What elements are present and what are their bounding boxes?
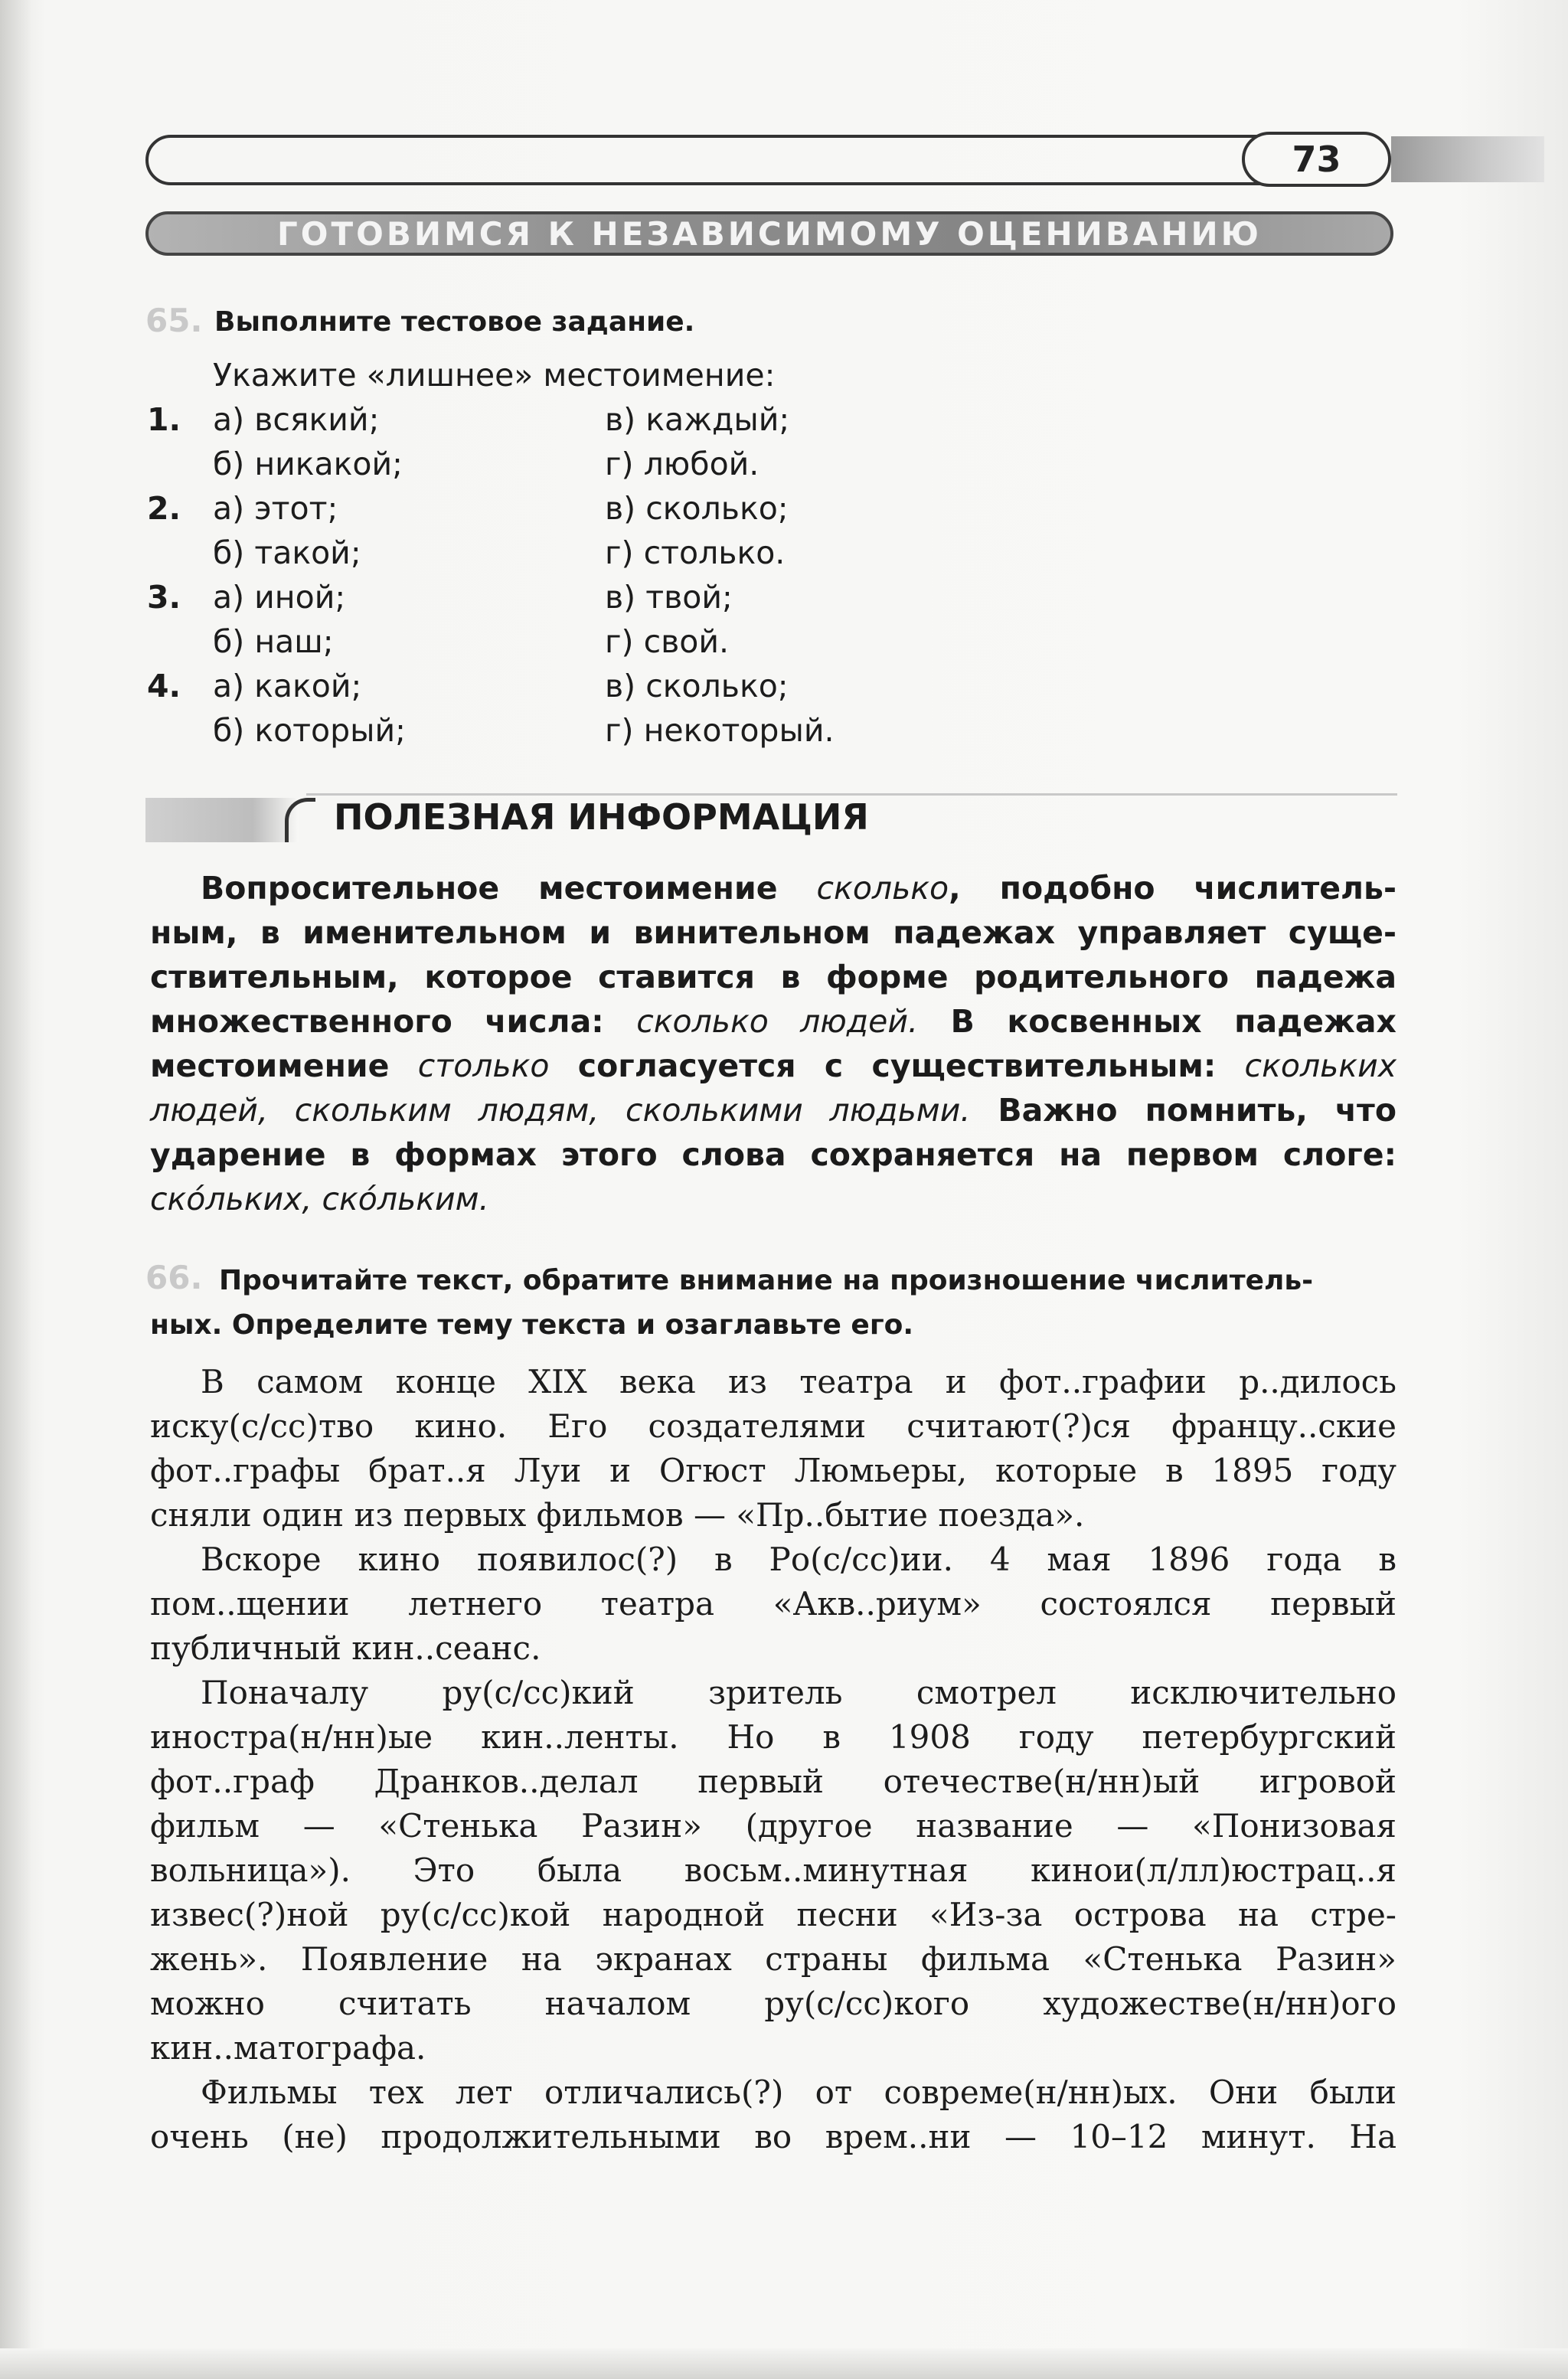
option-a: а) иной;: [213, 579, 346, 616]
header-rule: [145, 135, 1390, 185]
text-line: иностра(н/нн)ые кин..ленты. Но в 1908 году петербургский: [150, 1718, 1396, 1756]
exercise-66-instruction-line: Прочитайте текст, обратите внимание на произношение числитель-: [219, 1265, 1314, 1296]
info-header-rule: [306, 793, 1397, 796]
binding-shadow: [0, 0, 31, 2379]
option-c: в) сколько;: [605, 668, 789, 704]
text-line: извес(?)ной ру(с/сс)кой народной песни «Из-за острова на стре-: [150, 1896, 1396, 1933]
info-line: местоимение столько согласуется с существительным: скольких: [150, 1047, 1396, 1084]
question-number: 4.: [147, 668, 181, 704]
header-corner-shade: [1391, 136, 1544, 182]
question-number: 2.: [147, 490, 181, 527]
text-line: фот..графы брат..я Луи и Огюст Люмьеры, которые в 1895 году: [150, 1452, 1396, 1489]
option-d: г) некоторый.: [605, 712, 835, 749]
option-b: б) такой;: [213, 534, 361, 571]
info-line: Вопросительное местоимение сколько, подобно числитель-: [201, 870, 1396, 907]
text-line: кин..матографа.: [150, 2029, 426, 2067]
text-line: очень (не) продолжительными во врем..ни — 10–12 минут. На: [150, 2118, 1396, 2155]
exercise-65-prompt: Укажите «лишнее» местоимение:: [213, 357, 776, 394]
text-line: фот..граф Дранков..делал первый отечестве(н/нн)ый игровой: [150, 1763, 1396, 1800]
option-d: г) свой.: [605, 623, 730, 660]
option-d: г) столько.: [605, 534, 786, 571]
text-line: Фильмы тех лет отличались(?) от совреме(н/нн)ых. Они были: [201, 2073, 1396, 2111]
exercise-65-instruction: Выполните тестовое задание.: [214, 306, 695, 338]
option-a: а) этот;: [213, 490, 338, 527]
bottom-edge-shadow: [0, 2348, 1568, 2379]
option-a: а) всякий;: [213, 401, 380, 438]
option-c: в) твой;: [605, 579, 733, 616]
page-number-box: [1242, 132, 1391, 187]
option-b: б) никакой;: [213, 446, 403, 482]
question-number: 1.: [147, 401, 181, 438]
text-line: вольница»). Это была восьм..минутная кинои(л/лл)юстрац..я: [150, 1851, 1396, 1889]
option-c: в) сколько;: [605, 490, 789, 527]
info-line: множественного числа: сколько людей. В косвенных падежах: [150, 1003, 1396, 1040]
text-line: В самом конце XIX века из театра и фот..графии р..дилось: [201, 1363, 1396, 1400]
exercise-66-instruction-line: ных. Определите тему текста и озаглавьте его.: [150, 1309, 914, 1341]
section-banner: [145, 211, 1393, 256]
exercise-65-number: 65.: [145, 302, 203, 339]
text-line: публичный кин..сеанс.: [150, 1629, 541, 1667]
info-line: ствительным, которое ставится в форме родительного падежа: [150, 959, 1396, 995]
info-line: ударение в формах этого слова сохраняется на первом слоге:: [150, 1136, 1396, 1173]
text-line: Поначалу ру(с/сс)кий зритель смотрел исключительно: [201, 1674, 1396, 1711]
info-title: ПОЛЕЗНАЯ ИНФОРМАЦИЯ: [334, 796, 869, 838]
info-line: людей, скольким людям, сколькими людьми. Важно помнить, что: [150, 1092, 1396, 1129]
option-a: а) какой;: [213, 668, 362, 704]
text-line: жень». Появление на экранах страны фильма «Стенька Разин»: [150, 1940, 1396, 1978]
info-line: ско́льких, ско́льким.: [150, 1181, 489, 1217]
exercise-66-number: 66.: [145, 1259, 203, 1296]
info-line: ным, в именительном и винительном падежах управляет суще-: [150, 914, 1396, 951]
option-d: г) любой.: [605, 446, 760, 482]
question-number: 3.: [147, 579, 181, 616]
text-line: пом..щении летнего театра «Акв..риум» состоялся первый: [150, 1585, 1396, 1622]
option-b: б) который;: [213, 712, 406, 749]
text-line: фильм — «Стенька Разин» (другое название — «Понизовая: [150, 1807, 1396, 1845]
option-b: б) наш;: [213, 623, 334, 660]
section-banner-title: ГОТОВИМСЯ К НЕЗАВИСИМОМУ ОЦЕНИВАНИЮ: [277, 214, 1262, 253]
info-header-tab: [145, 798, 299, 842]
page-number: 73: [1292, 139, 1341, 180]
text-line: можно считать началом ру(с/сс)кого художестве(н/нн)ого: [150, 1985, 1396, 2022]
text-line: иску(с/сс)тво кино. Его создателями считают(?)ся францу..ские: [150, 1407, 1396, 1445]
text-line: сняли один из первых фильмов — «Пр..бытие поезда».: [150, 1496, 1085, 1534]
option-c: в) каждый;: [605, 401, 790, 438]
text-line: Вскоре кино появилос(?) в Ро(с/сс)ии. 4 мая 1896 года в: [201, 1541, 1396, 1578]
